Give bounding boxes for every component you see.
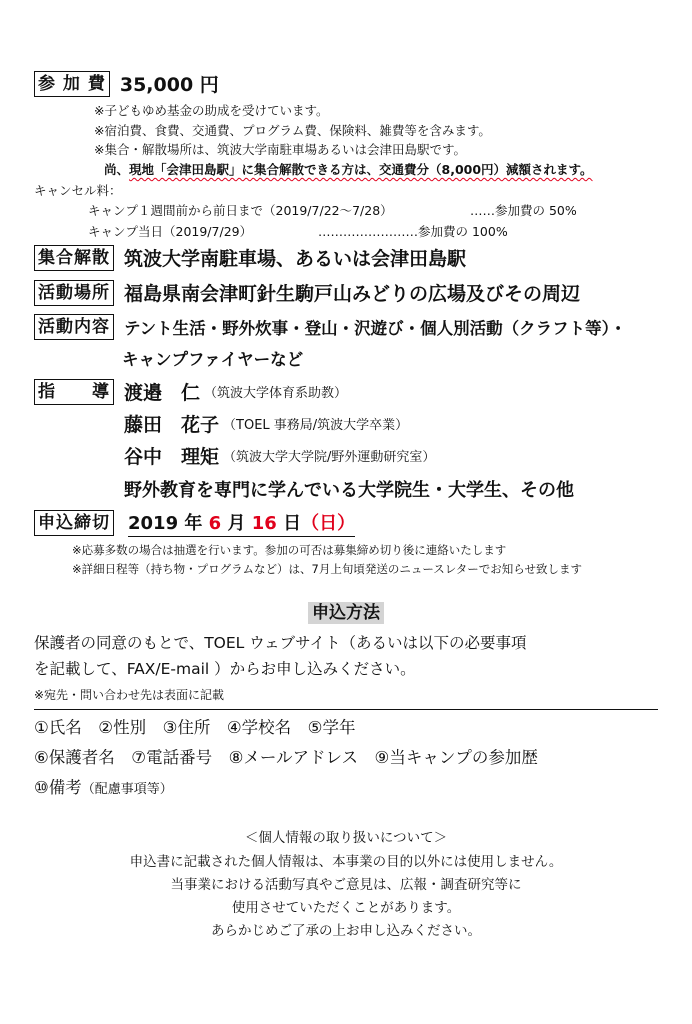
venue-label: 活動場所 [34, 280, 114, 306]
instructor-name-1: 渡邉 仁 [124, 382, 201, 404]
deadline-row [34, 509, 355, 537]
deadline-note-1: ※応募多数の場合は抽選を行います。参加の可否は募集締め切り後に連絡いたします [72, 543, 507, 557]
apply-line-2: を記載して、FAX/E-mail ）からお申し込みください。 [34, 660, 416, 678]
deadline-year: 2019 年 [128, 513, 203, 534]
apply-title-wrap [0, 598, 692, 623]
venue-row [34, 279, 580, 306]
deadline-day-unit: 日 [283, 513, 302, 534]
fee-note-2: ※宿泊費、食費、交通費、プログラム費、保険料、雑費等を含みます。 [94, 123, 491, 138]
deadline-paren-close: ） [337, 513, 356, 534]
apply-note: ※宛先・問い合わせ先は表面に記載 [34, 688, 225, 702]
fee-label: 参 加 費 [34, 71, 110, 97]
apply-divider [34, 709, 658, 710]
apply-line-1: 保護者の同意のもとで、TOEL ウェブサイト（あるいは以下の必要事項 [34, 634, 527, 652]
meeting-text: 筑波大学南駐車場、あるいは会津田島駅 [124, 248, 467, 270]
instructor-role-3: （筑波大学大学院/野外運動研究室） [223, 450, 436, 465]
deadline-month: 6 [208, 513, 222, 534]
cancel-heading: キャンセル料： [34, 183, 122, 198]
meeting-label: 集合解散 [34, 245, 114, 271]
instructors-others: 野外教育を専門に学んでいる大学院生・大学生、その他 [124, 480, 574, 501]
apply-items-3 [34, 774, 173, 798]
apply-items-1: ①氏名 ②性別 ③住所 ④学校名 ⑤学年 [34, 718, 356, 737]
privacy-line-2: 当事業における活動写真やご意見は、広報・調査研究等に [170, 877, 522, 893]
deadline-label: 申込締切 [34, 510, 114, 536]
activities-text: テント生活・野外炊事・登山・沢遊び・個人別活動（クラフト等）・ [124, 319, 627, 338]
deadline-paren-open: （ [301, 513, 320, 534]
deadline-note-2: ※詳細日程等（持ち物・プログラムなど）は、7月上旬頃発送のニュースレターでお知らせ致します [72, 562, 582, 576]
cancel-fee-1: ……参加費の 50% [470, 203, 577, 218]
activities-row [34, 314, 626, 340]
instructor-row-3 [124, 442, 435, 469]
deadline-day: 16 [251, 513, 277, 534]
fee-row [34, 70, 219, 97]
instructor-row-1 [34, 378, 347, 405]
instructor-name-2: 藤田 花子 [124, 414, 220, 436]
cancel-term-1: キャンプ１週間前から前日まで（2019/7/22～7/28） [88, 203, 393, 218]
apply-title: 申込方法 [308, 602, 384, 624]
instructors-label: 指 導 [34, 379, 114, 405]
instructor-role-1: （筑波大学体育系助教） [204, 386, 348, 401]
fee-discount-prefix: 尚、 [104, 162, 130, 177]
apply-items-3-main: ⑩備考 [34, 778, 82, 797]
fee-discount-highlight: 現地「会津田島駅」に集合解散できる方は、交通費分（8,000円）減額されます。 [129, 162, 593, 177]
instructor-name-3: 谷中 理矩 [124, 446, 220, 468]
instructor-role-2: （TOEL 事務局/筑波大学卒業） [223, 418, 409, 433]
cancel-fee-2: ……………………参加費の 100% [318, 224, 508, 239]
deadline-month-unit: 月 [227, 513, 246, 534]
deadline-date [128, 509, 355, 537]
fee-note-3: ※集合・解散場所は、筑波大学南駐車場あるいは会津田島駅です。 [94, 142, 466, 157]
activities-label: 活動内容 [34, 314, 114, 340]
apply-items-2: ⑥保護者名 ⑦電話番号 ⑧メールアドレス ⑨当キャンプの参加歴 [34, 748, 538, 767]
fee-amount: 35,000 円 [119, 74, 219, 96]
apply-items-3-sub: （配慮事項等） [81, 782, 173, 797]
meeting-row [34, 244, 466, 271]
cancel-term-2: キャンプ当日（2019/7/29） [88, 224, 253, 239]
fee-discount [104, 160, 593, 178]
privacy-line-4: あらかじめご了承の上お申し込みください。 [211, 923, 481, 939]
instructor-row-2 [124, 410, 408, 437]
activities-text-2: キャンプファイヤーなど [122, 350, 304, 369]
privacy-title: ＜個人情報の取り扱いについて＞ [244, 830, 448, 846]
venue-text: 福島県南会津町針生駒戸山みどりの広場及びその周辺 [124, 283, 581, 305]
fee-note-1: ※子どもゆめ基金の助成を受けています。 [94, 103, 329, 118]
privacy-line-3: 使用させていただくことがあります。 [231, 900, 461, 916]
privacy-line-1: 申込書に記載された個人情報は、本事業の目的以外には使用しません。 [129, 854, 563, 870]
deadline-weekday: 日 [319, 513, 338, 534]
